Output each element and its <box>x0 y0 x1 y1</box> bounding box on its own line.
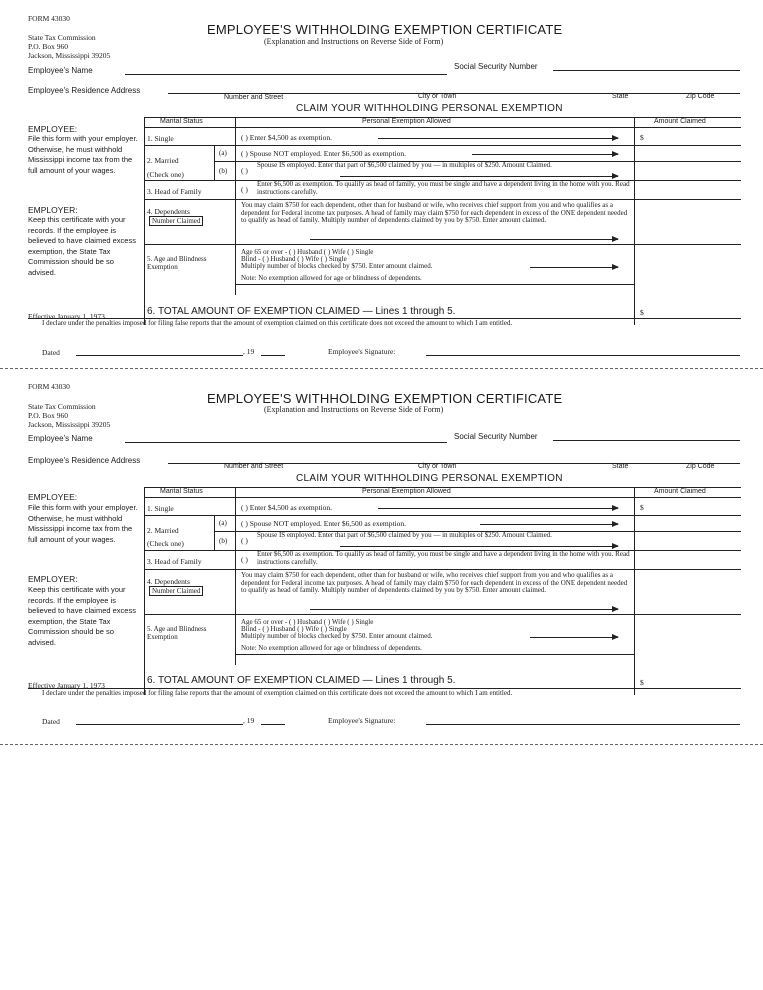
col-personal-exemption: Personal Exemption Allowed <box>362 488 451 495</box>
row-blind-line[interactable]: Blind - ( ) Husband ( ) Wife ( ) Single <box>241 625 347 633</box>
row-married-sub: (Check one) <box>147 170 184 179</box>
signature-label: Employee's Signature: <box>328 716 396 725</box>
agency-line-1: State Tax Commission <box>28 33 96 42</box>
employee-instructions: File this form with your employer. Otherwise, he must withhold Mississippi income tax from the full amount of your wages. <box>28 134 138 175</box>
row-married-label: 2. Married <box>147 526 179 535</box>
note-rule <box>235 284 635 285</box>
year-prefix: , 19 <box>243 347 255 356</box>
row-married-b-tag: (b) <box>219 537 228 545</box>
col-marital-status: Marital Status <box>160 488 203 495</box>
row-rule <box>144 244 741 245</box>
employer-heading: EMPLOYER: <box>28 205 78 215</box>
employer-instructions: Keep this certificate with your records. If the employee is believed to have claimed excess exemption, the State Tax Commission should be so advised. <box>28 215 136 277</box>
row-head-of-family-label: 3. Head of Family <box>147 557 202 566</box>
row-single-label: 1. Single <box>147 504 174 513</box>
row-head-of-family-text: Enter $6,500 as exemption. To qualify as head of family, you must be single and have a dependent living in the home with you. Read instructions carefully. <box>257 180 630 196</box>
claim-title: CLAIM YOUR WITHHOLDING PERSONAL EXEMPTION <box>296 103 563 114</box>
arrow-icon <box>530 637 618 638</box>
form-subtitle: (Explanation and Instructions on Reverse Side of Form) <box>264 405 444 414</box>
effective-date: Effective January 1, 1973 <box>28 312 105 321</box>
header-rule <box>144 497 741 498</box>
signature-field[interactable] <box>426 355 740 356</box>
row-head-of-family-paren[interactable]: ( ) <box>241 555 248 564</box>
employer-heading: EMPLOYER: <box>28 574 78 584</box>
col-marital-status: Marital Status <box>160 118 203 125</box>
dated-field[interactable] <box>76 724 243 725</box>
agency-line-2: P.O. Box 960 <box>28 42 69 51</box>
note-rule <box>235 654 635 655</box>
total-dollar: $ <box>640 678 644 687</box>
col-divider-1 <box>235 117 236 295</box>
row-single-dollar: $ <box>640 133 644 142</box>
form-number: FORM 43030 <box>28 14 70 23</box>
address-label: Employee's Residence Address <box>28 456 141 465</box>
declaration-text: I declare under the penalties imposed for filing false reports that the amount of exemption claimed on this certificate does not exceed the amount to which I am entitled. <box>42 319 513 327</box>
address-zip-caption: Zip Code <box>686 93 715 100</box>
address-street-caption: Number and Street <box>224 94 284 101</box>
total-dollar: $ <box>640 308 644 317</box>
row-dependents-label: 4. Dependents <box>147 577 190 586</box>
row-age-note: Note: No exemption allowed for age or blindness of dependents. <box>241 644 422 652</box>
row-dependents-text: You may claim $750 for each dependent, other than for husband or wife, who receives chief support from you and who qualifies as a dependent for Federal income tax purposes. A head of family may claim $750 for each dependent in excess of the ONE dependent needed to qualify as head of family. Multiply number of dependents claimed by you by $750. Enter amount claimed. <box>241 571 628 594</box>
arrow-icon <box>480 524 618 525</box>
form-title: EMPLOYEE'S WITHHOLDING EXEMPTION CERTIFICATE <box>207 391 563 406</box>
row-age-line[interactable]: Age 65 or over - ( ) Husband ( ) Wife ( ) Single <box>241 618 374 626</box>
page-bottom-divider <box>0 744 763 745</box>
row-head-of-family-paren[interactable]: ( ) <box>241 185 248 194</box>
row-age-blindness-label: 5. Age and Blindness Exemption <box>147 255 207 271</box>
row-single-text[interactable]: ( ) Enter $4,500 as exemption. <box>241 503 333 512</box>
row-rule <box>144 614 741 615</box>
row-married-b-paren[interactable]: ( ) <box>241 166 248 175</box>
row-dependents-number-box[interactable]: Number Claimed <box>149 216 203 226</box>
declaration-text: I declare under the penalties imposed for filing false reports that the amount of exemption claimed on this certificate does not exceed the amount to which I am entitled. <box>42 689 513 697</box>
row-age-blindness-label: 5. Age and Blindness Exemption <box>147 625 207 641</box>
employee-name-label: Employee's Name <box>28 434 93 443</box>
employer-instructions: Keep this certificate with your records. If the employee is believed to have claimed excess exemption, the State Tax Commission should be so advised. <box>28 585 136 647</box>
row-age-multiply: Multiply number of blocks checked by $750. Enter amount claimed. <box>241 262 433 270</box>
arrow-icon <box>340 546 618 547</box>
table-left-rule <box>144 117 145 325</box>
row-dependents-text: You may claim $750 for each dependent, other than for husband or wife, who receives chief support from you and who qualifies as a dependent for Federal income tax purposes. A head of family may claim $750 for each dependent in excess of the ONE dependent needed to qualify as head of family. Multiply number of dependents claimed by you by $750. Enter amount claimed. <box>241 201 628 224</box>
table-left-rule <box>144 487 145 695</box>
address-city-caption: City or Town <box>418 93 457 100</box>
row-single-text[interactable]: ( ) Enter $4,500 as exemption. <box>241 133 333 142</box>
address-label: Employee's Residence Address <box>28 86 141 95</box>
arrow-icon <box>472 154 618 155</box>
ssn-field[interactable] <box>553 440 740 441</box>
row-age-line[interactable]: Age 65 or over - ( ) Husband ( ) Wife ( ) Single <box>241 248 374 256</box>
col-amount-claimed: Amount Claimed <box>654 118 706 125</box>
form-title: EMPLOYEE'S WITHHOLDING EXEMPTION CERTIFICATE <box>207 22 563 37</box>
row-single-label: 1. Single <box>147 134 174 143</box>
col-amount-claimed: Amount Claimed <box>654 488 706 495</box>
col-divider-2 <box>634 117 635 325</box>
header-rule <box>144 127 741 128</box>
row-married-sub: (Check one) <box>147 539 184 548</box>
effective-date: Effective January 1, 1973 <box>28 681 105 690</box>
col-personal-exemption: Personal Exemption Allowed <box>362 118 451 125</box>
row-rule <box>144 515 741 516</box>
agency-line-2: P.O. Box 960 <box>28 411 69 420</box>
row-age-note: Note: No exemption allowed for age or blindness of dependents. <box>241 274 422 282</box>
employee-name-field[interactable] <box>125 442 447 443</box>
page-divider <box>0 368 763 369</box>
employee-heading: EMPLOYEE: <box>28 124 78 134</box>
row-rule <box>144 569 741 570</box>
address-state-caption: State <box>612 463 629 470</box>
address-street-caption: Number and Street <box>224 463 284 470</box>
col-divider-1 <box>235 487 236 665</box>
row-married-b-tag: (b) <box>219 167 228 175</box>
address-zip-caption: Zip Code <box>686 463 715 470</box>
form-subtitle: (Explanation and Instructions on Reverse Side of Form) <box>264 37 444 46</box>
employee-name-field[interactable] <box>125 74 447 75</box>
certificate-copy-1 <box>0 0 763 370</box>
employee-instructions: File this form with your employer. Otherwise, he must withhold Mississippi income tax from the full amount of your wages. <box>28 503 138 544</box>
total-label: 6. TOTAL AMOUNT OF EXEMPTION CLAIMED — Lines 1 through 5. <box>147 306 456 317</box>
dated-label: Dated <box>42 717 60 726</box>
dated-label: Dated <box>42 348 60 357</box>
agency-line-1: State Tax Commission <box>28 402 96 411</box>
married-sub-divider <box>214 515 215 550</box>
address-state-caption: State <box>612 93 629 100</box>
year-field[interactable] <box>261 355 285 356</box>
agency-line-3: Jackson, Mississippi 39205 <box>28 420 111 429</box>
arrow-icon <box>378 138 618 139</box>
row-married-b-text: Spouse IS employed. Enter that part of $6,500 claimed by you — in multiples of $250. Amount Claimed. <box>257 531 552 539</box>
row-married-b-text: Spouse IS employed. Enter that part of $6,500 claimed by you — in multiples of $250. Amount Claimed. <box>257 161 552 169</box>
row-age-multiply: Multiply number of blocks checked by $750. Enter amount claimed. <box>241 632 433 640</box>
agency-line-3: Jackson, Mississippi 39205 <box>28 51 111 60</box>
row-dependents-label: 4. Dependents <box>147 207 190 216</box>
row-married-b-paren[interactable]: ( ) <box>241 536 248 545</box>
row-married-a-tag: (a) <box>219 149 227 157</box>
row-rule <box>144 145 741 146</box>
row-blind-line[interactable]: Blind - ( ) Husband ( ) Wife ( ) Single <box>241 255 347 263</box>
total-label: 6. TOTAL AMOUNT OF EXEMPTION CLAIMED — Lines 1 through 5. <box>147 675 456 686</box>
year-field[interactable] <box>261 724 285 725</box>
col-divider-2 <box>634 487 635 695</box>
arrow-icon <box>378 508 618 509</box>
employee-heading: EMPLOYEE: <box>28 492 78 502</box>
arrow-icon <box>340 176 618 177</box>
ssn-label: Social Security Number <box>454 432 538 441</box>
ssn-field[interactable] <box>553 70 740 71</box>
row-married-a-text[interactable]: ( ) Spouse NOT employed. Enter $6,500 as exemption. <box>241 149 407 158</box>
row-married-a-tag: (a) <box>219 519 227 527</box>
dated-field[interactable] <box>76 355 243 356</box>
claim-title: CLAIM YOUR WITHHOLDING PERSONAL EXEMPTION <box>296 473 563 484</box>
row-head-of-family-text: Enter $6,500 as exemption. To qualify as head of family, you must be single and have a dependent living in the home with you. Read instructions carefully. <box>257 550 630 566</box>
row-married-a-text[interactable]: ( ) Spouse NOT employed. Enter $6,500 as exemption. <box>241 519 407 528</box>
row-dependents-number-box[interactable]: Number Claimed <box>149 586 203 596</box>
arrow-icon <box>310 609 618 610</box>
signature-field[interactable] <box>426 724 740 725</box>
married-sub-divider <box>214 145 215 180</box>
row-head-of-family-label: 3. Head of Family <box>147 187 202 196</box>
address-city-caption: City or Town <box>418 463 457 470</box>
row-single-dollar: $ <box>640 503 644 512</box>
row-rule <box>144 199 741 200</box>
certificate-copy-2 <box>0 370 763 740</box>
arrow-icon <box>530 267 618 268</box>
signature-label: Employee's Signature: <box>328 347 396 356</box>
employee-name-label: Employee's Name <box>28 66 93 75</box>
row-married-label: 2. Married <box>147 156 179 165</box>
ssn-label: Social Security Number <box>454 62 538 71</box>
arrow-icon <box>310 239 618 240</box>
year-prefix: , 19 <box>243 716 255 725</box>
form-number: FORM 43030 <box>28 382 70 391</box>
